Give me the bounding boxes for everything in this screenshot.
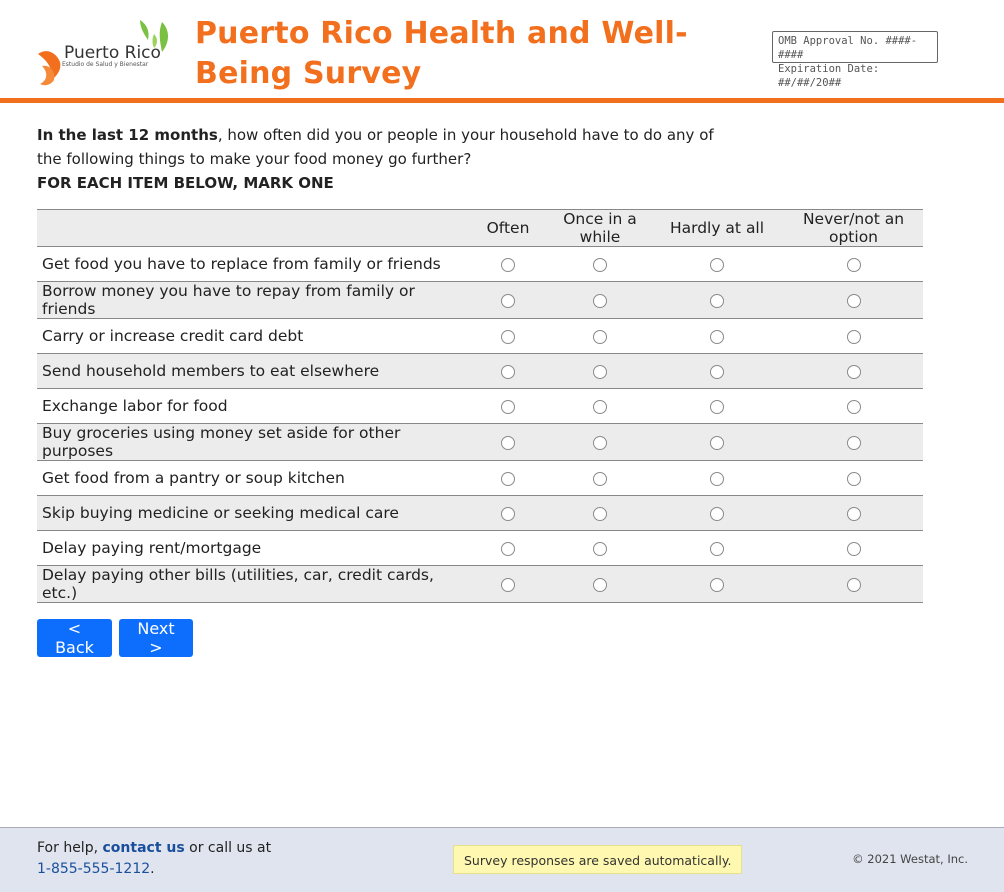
omb-approval: OMB Approval No. ####-#### bbox=[778, 35, 918, 61]
question-body: , how often did you or people in your household have to do any of the following things to make your food money go further? bbox=[37, 126, 714, 168]
autosave-notice: Survey responses are saved automatically. bbox=[453, 845, 742, 874]
question-lead: In the last 12 months bbox=[37, 126, 218, 144]
response-grid bbox=[37, 209, 923, 603]
col-header-often: Often bbox=[466, 210, 550, 247]
radio-hardly-at-all[interactable] bbox=[710, 578, 724, 592]
grid-row bbox=[37, 247, 923, 282]
radio-often[interactable] bbox=[501, 542, 515, 556]
row-label: Get food you have to replace from family or friends bbox=[37, 247, 466, 282]
radio-never[interactable] bbox=[847, 365, 861, 379]
row-label: Skip buying medicine or seeking medical care bbox=[37, 496, 466, 531]
omb-expiration: Expiration Date: ##/##/20## bbox=[778, 63, 880, 89]
radio-often[interactable] bbox=[501, 472, 515, 486]
radio-often[interactable] bbox=[501, 258, 515, 272]
radio-hardly-at-all[interactable] bbox=[710, 507, 724, 521]
radio-once-in-a-while[interactable] bbox=[593, 436, 607, 450]
col-header-hardly-at-all: Hardly at all bbox=[650, 210, 784, 247]
grid-row bbox=[37, 531, 923, 566]
page-footer bbox=[0, 827, 1004, 892]
radio-often[interactable] bbox=[501, 400, 515, 414]
radio-hardly-at-all[interactable] bbox=[710, 294, 724, 308]
phone-suffix: . bbox=[150, 861, 155, 877]
radio-never[interactable] bbox=[847, 542, 861, 556]
radio-once-in-a-while[interactable] bbox=[593, 578, 607, 592]
grid-row bbox=[37, 389, 923, 424]
radio-hardly-at-all[interactable] bbox=[710, 542, 724, 556]
row-label: Borrow money you have to repay from family or friends bbox=[37, 282, 466, 319]
radio-hardly-at-all[interactable] bbox=[710, 330, 724, 344]
radio-never[interactable] bbox=[847, 400, 861, 414]
radio-hardly-at-all[interactable] bbox=[710, 472, 724, 486]
radio-hardly-at-all[interactable] bbox=[710, 365, 724, 379]
radio-once-in-a-while[interactable] bbox=[593, 294, 607, 308]
question-text bbox=[37, 123, 737, 195]
grid-row bbox=[37, 496, 923, 531]
grid-row bbox=[37, 319, 923, 354]
radio-once-in-a-while[interactable] bbox=[593, 400, 607, 414]
row-label: Buy groceries using money set aside for other purposes bbox=[37, 424, 466, 461]
radio-never[interactable] bbox=[847, 472, 861, 486]
help-suffix: or call us at bbox=[184, 840, 272, 856]
logo-text: Puerto Rico bbox=[64, 43, 161, 63]
contact-us-link[interactable]: contact us bbox=[102, 840, 185, 856]
radio-once-in-a-while[interactable] bbox=[593, 542, 607, 556]
grid-header-row bbox=[37, 210, 923, 247]
radio-never[interactable] bbox=[847, 258, 861, 272]
radio-often[interactable] bbox=[501, 330, 515, 344]
grid-row bbox=[37, 461, 923, 496]
grid-row bbox=[37, 282, 923, 319]
row-label: Get food from a pantry or soup kitchen bbox=[37, 461, 466, 496]
copyright: © 2021 Westat, Inc. bbox=[852, 852, 968, 866]
page-header bbox=[0, 0, 1004, 103]
radio-often[interactable] bbox=[501, 578, 515, 592]
radio-once-in-a-while[interactable] bbox=[593, 507, 607, 521]
radio-never[interactable] bbox=[847, 436, 861, 450]
radio-often[interactable] bbox=[501, 294, 515, 308]
radio-once-in-a-while[interactable] bbox=[593, 330, 607, 344]
radio-never[interactable] bbox=[847, 507, 861, 521]
help-text bbox=[37, 838, 271, 880]
radio-often[interactable] bbox=[501, 507, 515, 521]
radio-once-in-a-while[interactable] bbox=[593, 472, 607, 486]
row-label: Delay paying rent/mortgage bbox=[37, 531, 466, 566]
next-button[interactable]: Next > bbox=[119, 619, 193, 657]
logo-subtext: Estudio de Salud y Bienestar bbox=[62, 61, 149, 68]
radio-never[interactable] bbox=[847, 578, 861, 592]
omb-box bbox=[772, 31, 938, 89]
grid-header-blank bbox=[37, 210, 466, 247]
phone-link[interactable]: 1-855-555-1212 bbox=[37, 861, 151, 877]
radio-once-in-a-while[interactable] bbox=[593, 365, 607, 379]
col-header-never: Never/not an option bbox=[784, 210, 923, 247]
radio-never[interactable] bbox=[847, 330, 861, 344]
radio-hardly-at-all[interactable] bbox=[710, 436, 724, 450]
radio-never[interactable] bbox=[847, 294, 861, 308]
row-label: Send household members to eat elsewhere bbox=[37, 354, 466, 389]
row-label: Delay paying other bills (utilities, car, credit cards, etc.) bbox=[37, 566, 466, 603]
grid-row bbox=[37, 354, 923, 389]
question-instruction: FOR EACH ITEM BELOW, MARK ONE bbox=[37, 174, 334, 192]
radio-often[interactable] bbox=[501, 436, 515, 450]
radio-once-in-a-while[interactable] bbox=[593, 258, 607, 272]
row-label: Exchange labor for food bbox=[37, 389, 466, 424]
row-label: Carry or increase credit card debt bbox=[37, 319, 466, 354]
radio-hardly-at-all[interactable] bbox=[710, 258, 724, 272]
grid-row bbox=[37, 566, 923, 603]
help-prefix: For help, bbox=[37, 840, 103, 856]
radio-often[interactable] bbox=[501, 365, 515, 379]
radio-hardly-at-all[interactable] bbox=[710, 400, 724, 414]
back-button[interactable]: < Back bbox=[37, 619, 112, 657]
page-title: Puerto Rico Health and Well-Being Survey bbox=[195, 16, 688, 91]
col-header-once-in-a-while: Once in a while bbox=[550, 210, 650, 247]
grid-row bbox=[37, 424, 923, 461]
